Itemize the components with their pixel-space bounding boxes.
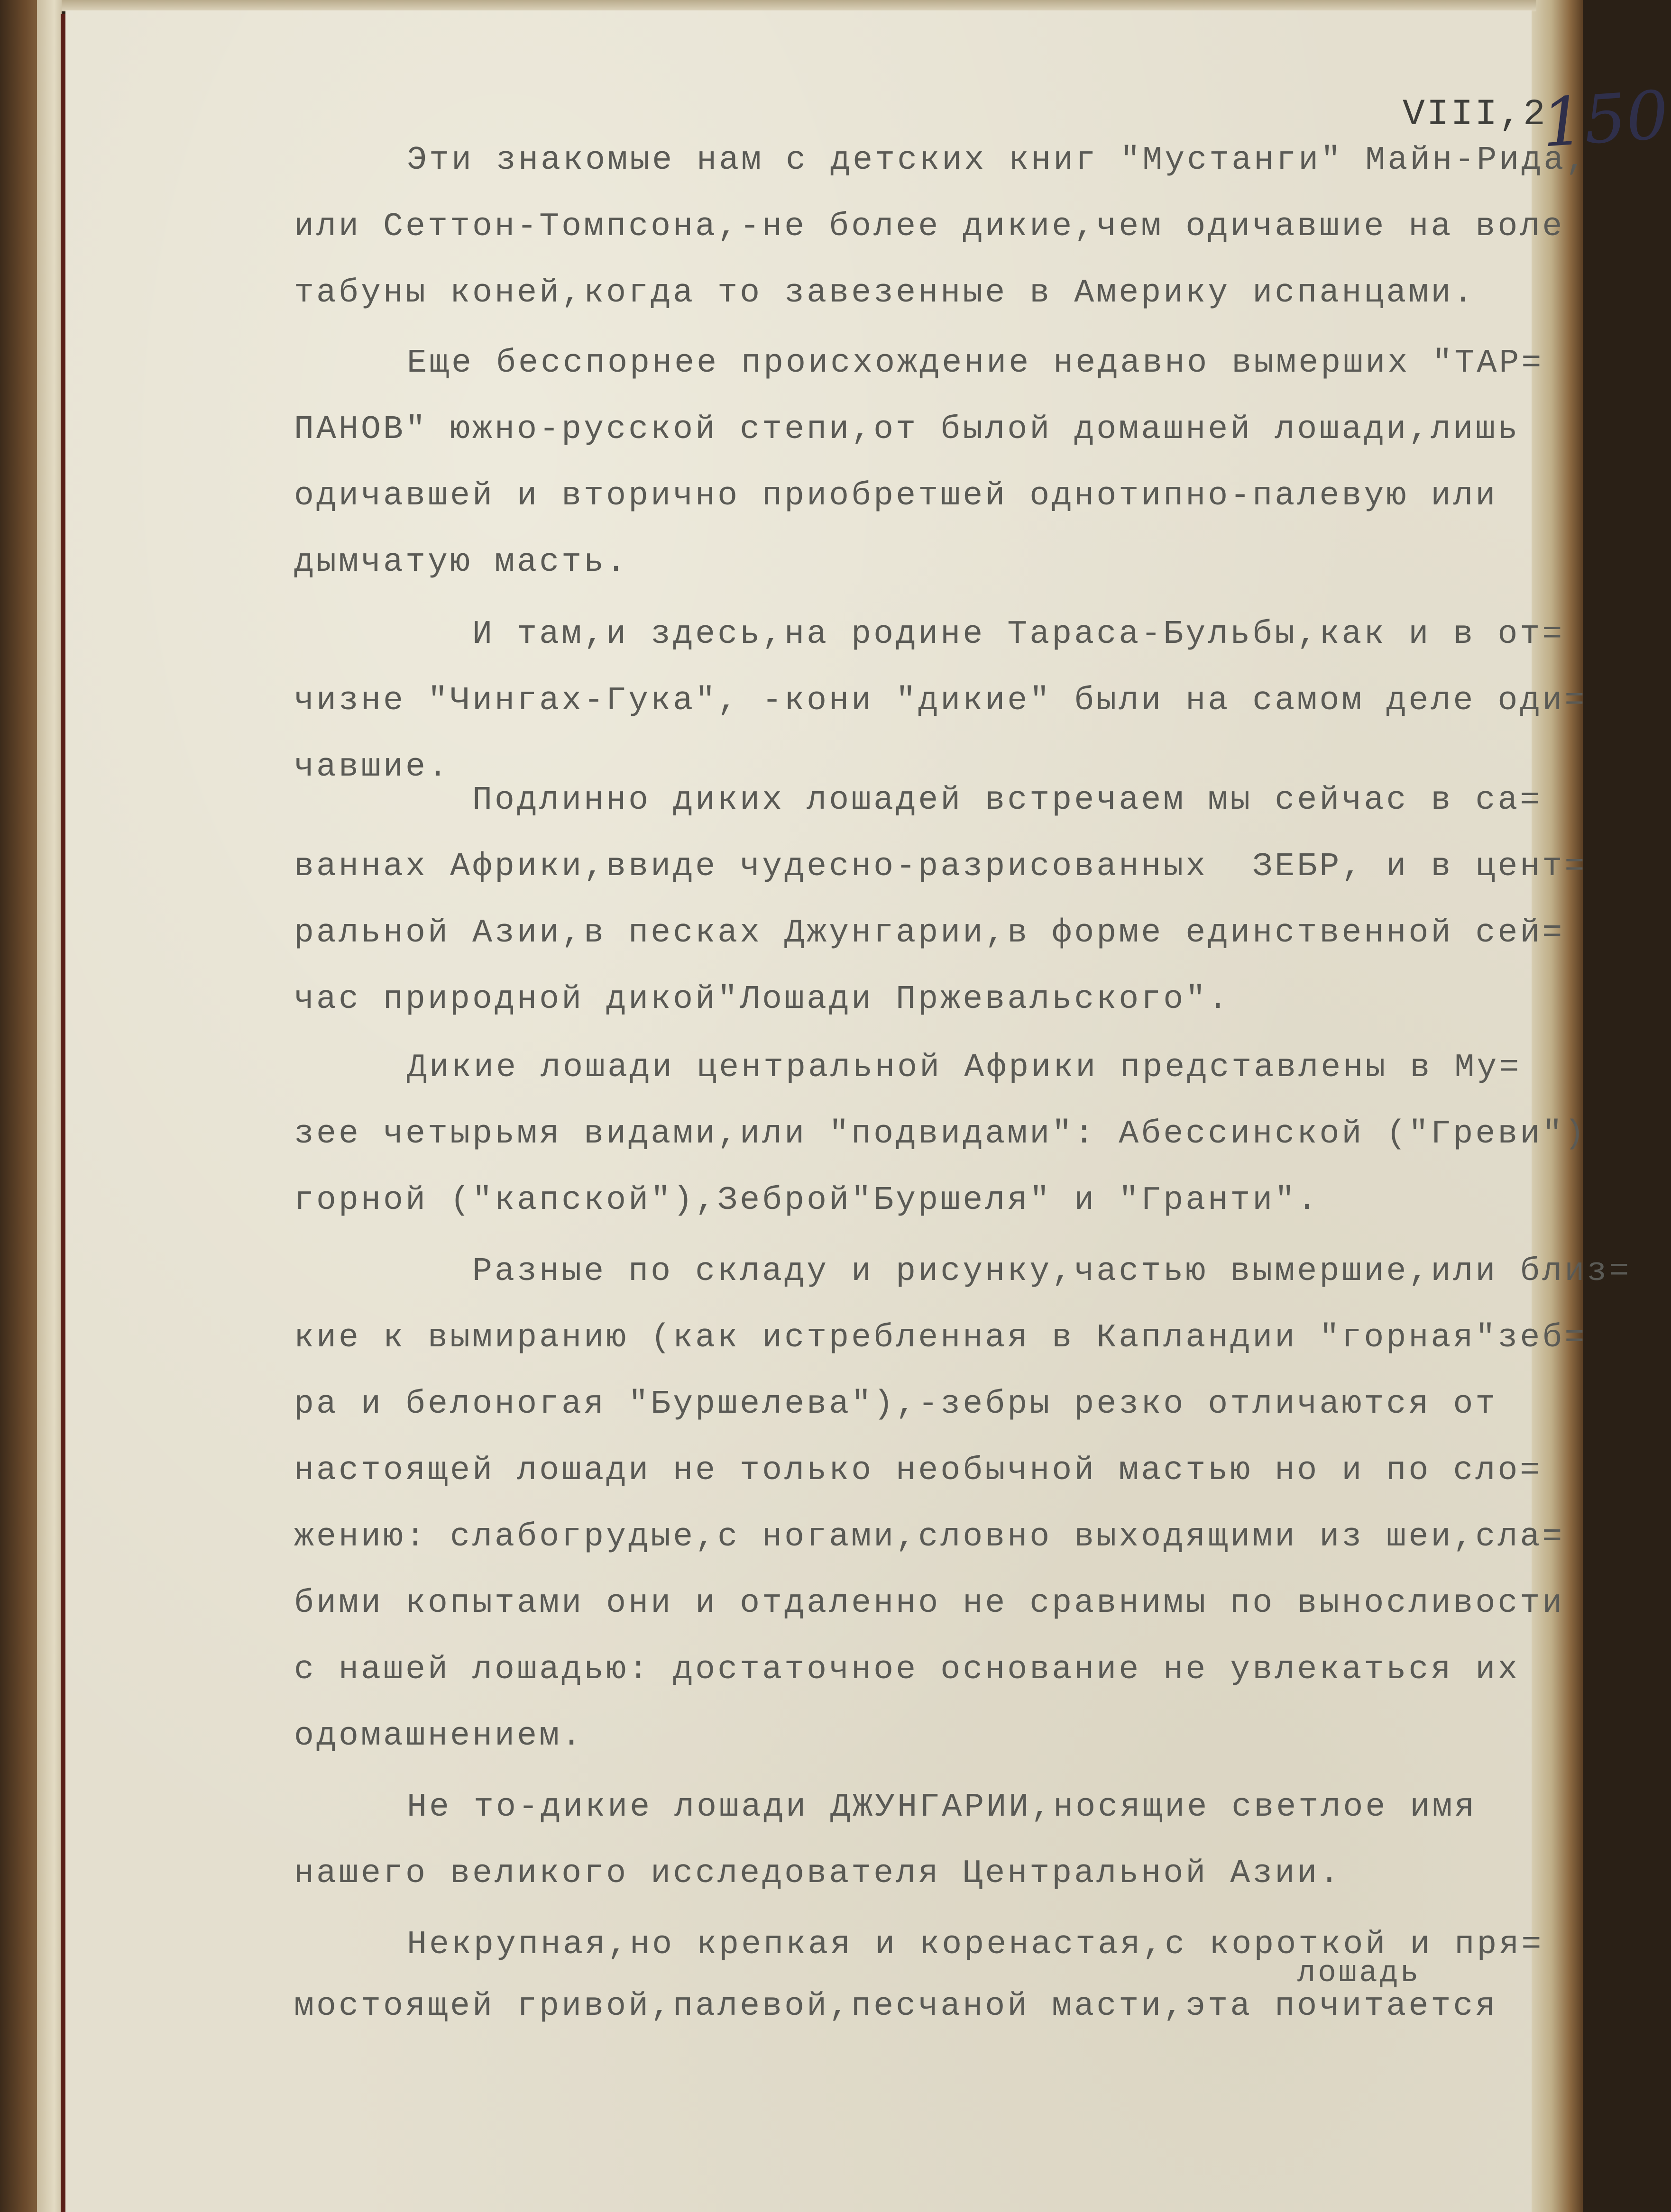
text-line: Подлинно диких лошадей встречаем мы сейчас в са=: [294, 782, 1542, 819]
text-line: Не то-дикие лошади ДЖУНГАРИИ,носящие светлое имя: [318, 1789, 1477, 1826]
text-line: настоящей лошади не только необычной мастью но и по сло=: [294, 1452, 1542, 1490]
text-line: табуны коней,когда то завезенные в Америку испанцами.: [294, 274, 1476, 312]
page-number-typed: VIII,2: [1403, 94, 1547, 136]
left-page-edge: [37, 0, 62, 2212]
text-line: жению: слабогрудые,с ногами,словно выходящими из шеи,сла=: [294, 1518, 1565, 1556]
text-line: горной ("капской"),Зеброй"Буршеля" и "Гранти".: [294, 1182, 1320, 1219]
text-line: ПАНОВ" южно-русской степи,от былой домашней лошади,лишь: [294, 411, 1520, 448]
text-line: час природной дикой"Лошади Пржевальского".: [294, 981, 1230, 1018]
folio-number-handwritten: 150: [1539, 76, 1671, 163]
text-line: одомашнением.: [294, 1718, 584, 1755]
interlinear-insertion: лошадь: [1297, 1956, 1421, 1991]
text-line: ваннах Африки,ввиде чудесно-разрисованных ЗЕБР, и в цент=: [294, 848, 1587, 886]
text-line: нашего великого исследователя Центральной Азии.: [294, 1855, 1342, 1892]
text-line: чавшие.: [294, 749, 450, 786]
text-line: одичавшей и вторично приобретшей однотипно-палевую или: [294, 477, 1498, 515]
right-page-stack-edge: [1531, 0, 1583, 2212]
text-line: И там,и здесь,на родине Тараса-Бульбы,как и в от=: [294, 616, 1565, 653]
text-line: чизне "Чингах-Гука", -кони "дикие" были на самом деле оди=: [294, 682, 1587, 720]
text-line: с нашей лошадью: достаточное основание не увлекаться их: [294, 1651, 1520, 1689]
text-line: Дикие лошади центральной Африки представлены в Му=: [318, 1049, 1522, 1087]
text-line: Эти знакомые нам с детских книг "Мустанги" Майн-Рида,: [318, 142, 1588, 179]
text-line: или Сеттон-Томпсона,-не более дикие,чем одичавшие на воле: [294, 208, 1565, 246]
text-line: Еще бесспорнее происхождение недавно вымерших "ТАР=: [318, 345, 1544, 382]
text-line: мостоящей гривой,палевой,песчаной масти,эта почитается: [294, 1988, 1498, 2025]
text-line: ра и белоногая "Буршелева"),-зебры резко отличаются от: [294, 1386, 1498, 1423]
text-line: дымчатую масть.: [294, 544, 629, 581]
text-line: ральной Азии,в песках Джунгарии,в форме единственной сей=: [294, 914, 1565, 952]
text-line: кие к вымиранию (как истребленная в Капландии "горная"зеб=: [294, 1319, 1587, 1357]
text-line: Разные по складу и рисунку,частью вымершие,или близ=: [294, 1253, 1632, 1290]
text-line: бими копытами они и отдаленно не сравнимы по выносливости: [294, 1585, 1565, 1622]
document-sheet: [65, 10, 1671, 2212]
top-page-edge: [62, 0, 1536, 11]
text-line: зее четырьмя видами,или "подвидами": Абессинской ("Греви"): [294, 1115, 1587, 1153]
text-line: Некрупная,но крепкая и коренастая,с короткой и пря=: [318, 1926, 1544, 1964]
binding-line: [61, 14, 65, 2212]
